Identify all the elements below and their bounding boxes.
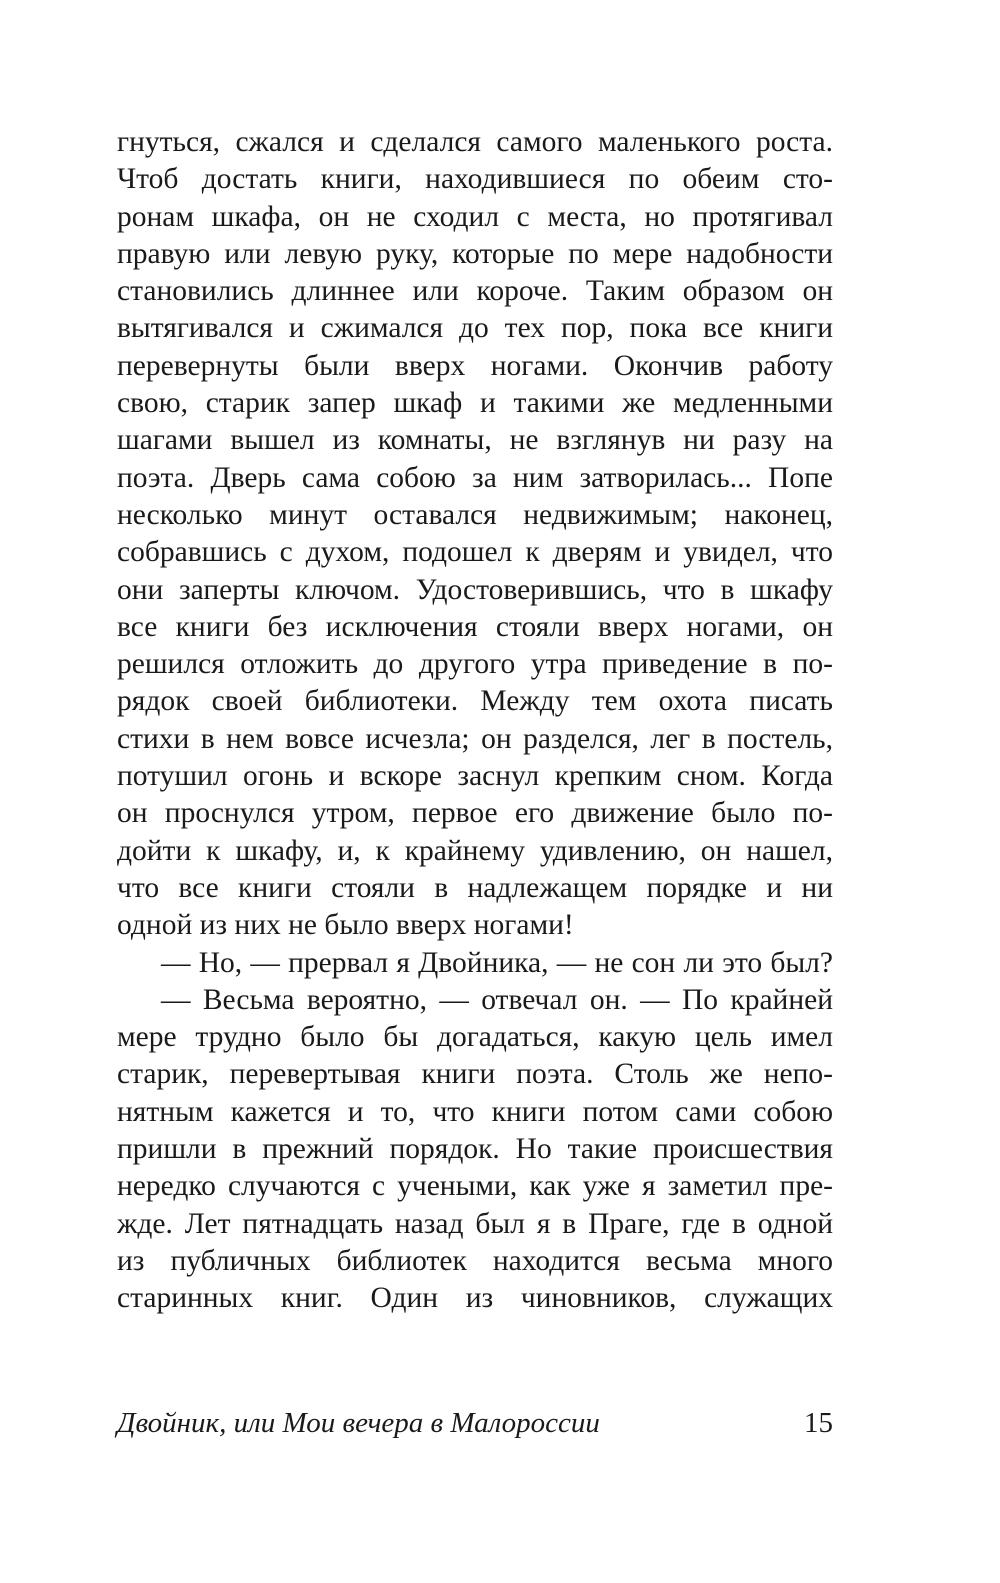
text-line: решился отложить до другого утра приведение в по-	[117, 648, 833, 681]
text-line: жде. Лет пятнадцать назад был я в Праге, где в одной	[117, 1207, 833, 1240]
text-line: свою, старик запер шкаф и такими же медленными	[117, 387, 833, 420]
text-line: вытягивался и сжимался до тех пор, пока все книги	[117, 312, 833, 345]
text-line: собравшись с духом, подошел к дверям и увидел, что	[117, 536, 833, 569]
text-line: несколько минут оставался недвижимым; наконец,	[117, 498, 833, 531]
text-line: он проснулся утром, первое его движение было по-	[117, 797, 833, 830]
text-line: гнуться, сжался и сделался самого маленького роста.	[117, 126, 833, 158]
text-line: они заперты ключом. Удостоверившись, что в шкафу	[117, 573, 833, 606]
text-line: из публичных библиотек находится весьма много	[117, 1244, 833, 1277]
text-line: потушил огонь и вскоре заснул крепким сном. Когда	[117, 760, 833, 793]
text-line: старик, перевертывая книги поэта. Столь же непо-	[117, 1058, 833, 1091]
text-line: дойти к шкафу, и, к крайнему удивлению, он нашел,	[117, 834, 833, 867]
text-line: поэта. Дверь сама собою за ним затворилась... Попе	[117, 461, 833, 494]
text-line: шагами вышел из комнаты, не взглянув ни разу на	[117, 424, 833, 457]
text-line: правую или левую руку, которые по мере надобности	[117, 237, 833, 270]
text-line: одной из них не было вверх ногами!	[117, 909, 574, 942]
text-line: что все книги стояли в надлежащем порядке и ни	[117, 871, 833, 904]
text-line: Чтоб достать книги, находившиеся по обеим сто-	[117, 163, 833, 196]
text-line: старинных книг. Один из чиновников, служащих	[117, 1282, 833, 1315]
page-footer	[117, 1403, 833, 1443]
text-line: нятным кажется и то, что книги потом сами собою	[117, 1095, 833, 1128]
text-line: — Весьма вероятно, — отвечал он. — По крайней	[161, 983, 833, 1016]
text-line: рядок своей библиотеки. Между тем охота писать	[117, 685, 833, 718]
running-title: Двойник, или Мои вечера в Малороссии	[117, 1407, 600, 1439]
text-line: — Но, — прервал я Двойника, — не сон ли это был?	[161, 946, 833, 979]
text-line: пришли в прежний порядок. Но такие происшествия	[117, 1133, 833, 1166]
text-line: мере трудно было бы догадаться, какую цель имел	[117, 1021, 833, 1054]
text-line: нередко случаются с учеными, как уже я заметил пре-	[117, 1170, 833, 1203]
text-line: стихи в нем вовсе исчезла; он разделся, лег в постель,	[117, 722, 833, 755]
text-line: ронам шкафа, он не сходил с места, но протягивал	[117, 200, 833, 233]
text-line: все книги без исключения стояли вверх ногами, он	[117, 610, 833, 643]
text-line: перевернуты были вверх ногами. Окончив работу	[117, 349, 833, 382]
page-number: 15	[804, 1407, 833, 1439]
page-body-text	[117, 124, 833, 1318]
text-line: становились длиннее или короче. Таким образом он	[117, 275, 833, 308]
